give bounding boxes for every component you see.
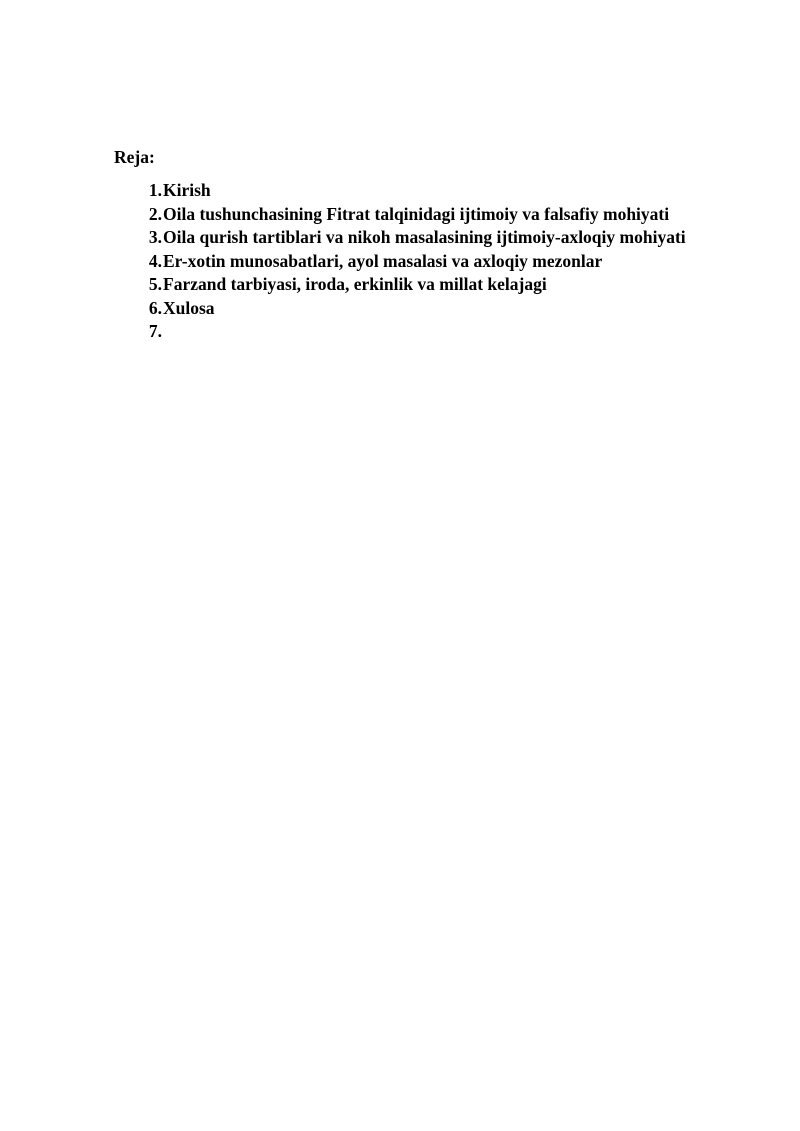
plan-item-number: 1. [148,180,162,200]
plan-item-number: 6. [148,297,162,318]
plan-heading: Reja: [114,147,155,167]
plan-item [114,273,686,297]
plan-item-number: 5. [148,274,162,294]
plan-item [114,203,686,227]
plan-item-text: Kirish [163,180,211,200]
plan-item-text: Farzand tarbiyasi, iroda, erkinlik va millat kelajagi [163,274,547,294]
plan-item-number: 4. [148,250,162,271]
plan-item-text: Oila tushunchasining Fitrat talqinidagi ijtimoiy va falsafiy mohiyati [163,203,670,224]
plan-item [114,250,686,274]
plan-item [114,320,686,344]
plan-item-text: Xulosa [163,297,215,318]
plan-item [114,179,686,203]
plan-item [114,226,686,250]
plan-item-number: 3. [148,227,162,247]
plan-list [114,179,686,344]
plan-item-text: Er-xotin munosabatlari, ayol masalasi va axloqiy mezonlar [163,250,603,271]
plan-item-number: 2. [148,203,162,224]
plan-item-text [162,320,163,344]
plan-item-number: 7. [148,321,162,341]
plan-item-text: Oila qurish tartiblari va nikoh masalasining ijtimoiy-axloqiy mohiyati [163,227,686,247]
plan-item [114,297,686,321]
